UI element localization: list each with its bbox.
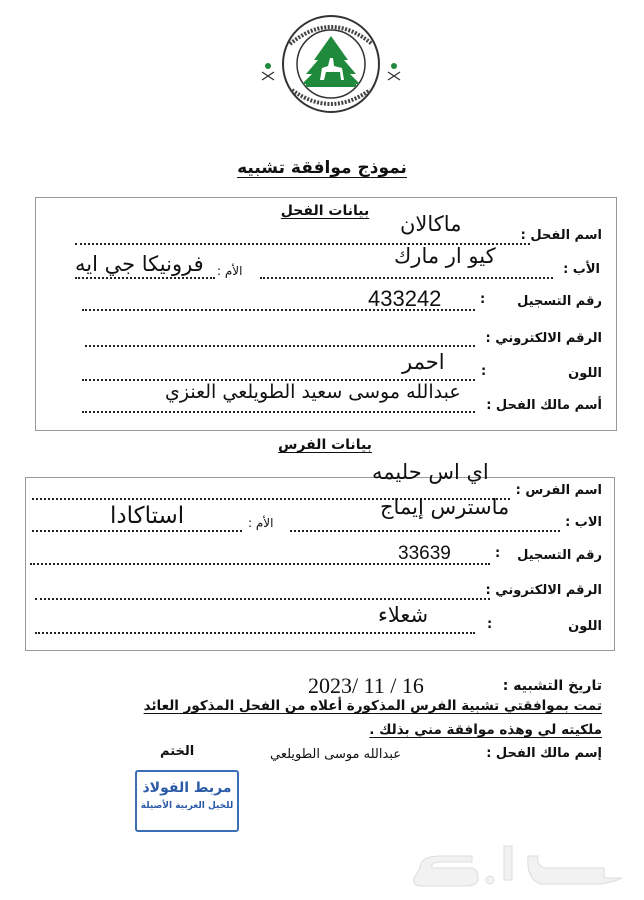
mare-color-label: اللون [568, 619, 602, 634]
stallion-dam-label: الأم : [217, 264, 243, 278]
haraj-watermark-logo [400, 838, 630, 894]
stallion-color-colon: : [481, 364, 487, 379]
stallion-section-title: بيانات الفحل [280, 203, 370, 219]
mare-section-title: بيانات الفرس [278, 437, 372, 453]
form-title: نموذج موافقة تشبيه [237, 158, 407, 178]
stallion-dam-field[interactable] [75, 277, 215, 279]
seal-logo [256, 14, 406, 118]
stallion-chip-label: الرقم الالكتروني : [485, 331, 602, 346]
stallion-owner-field[interactable] [82, 411, 475, 413]
stallion-dam-value: فرونيكا جي ايه [75, 252, 204, 276]
swords-palm-emblem-left-icon [262, 63, 274, 80]
swords-palm-emblem-right-icon [388, 63, 400, 80]
stallion-owner-value: عبدالله موسى سعيد الطويلعي العنزي [165, 381, 461, 403]
stallion-reg-value: 433242 [368, 286, 442, 311]
stallion-sire-value: كيو ار مارك [394, 244, 496, 268]
footer-owner-label: إسم مالك الفحل : [486, 746, 602, 761]
stallion-name-value: ماكالان [400, 212, 462, 236]
mating-date-label: تاريخ التشبيه : [502, 678, 602, 694]
mare-color-value: شعلاء [378, 603, 429, 627]
mating-date-value: 2023/ 11 / 16 [308, 673, 424, 698]
mare-dam-field[interactable] [32, 530, 242, 532]
stallion-sire-field[interactable] [260, 277, 553, 279]
stamp-line1: مربط الفولاذ [142, 780, 232, 796]
stallion-chip-field[interactable] [85, 345, 475, 347]
stable-stamp [135, 770, 239, 832]
mare-chip-label: الرقم الالكتروني : [485, 583, 602, 598]
mare-reg-value: 33639 [398, 543, 451, 564]
mare-sire-value: ماسترس إيماج [380, 495, 510, 519]
mare-chip-field[interactable] [35, 598, 490, 600]
mare-sire-field[interactable] [290, 530, 560, 532]
stallion-owner-label: أسم مالك الفحل : [486, 398, 602, 413]
approval-statement-line2: ملكيته لي وهذه موافقة مني بذلك . [369, 722, 602, 738]
mare-reg-label: رقم التسجيل [517, 548, 602, 563]
mare-reg-colon: : [495, 546, 501, 561]
mare-color-colon: : [487, 617, 493, 632]
stamp-line2: للخيل العربية الأصيلة [140, 801, 234, 811]
stallion-color-value: احمر [402, 350, 445, 374]
mare-color-field[interactable] [35, 632, 475, 634]
stamp-label: الختم [160, 744, 195, 759]
mare-dam-value: استاكادا [110, 503, 185, 529]
stallion-sire-label: الأب : [563, 262, 600, 277]
stallion-color-label: اللون [568, 366, 602, 381]
mare-dam-label: الأم : [248, 516, 274, 530]
stallion-reg-colon: : [480, 292, 486, 307]
approval-statement-line1: تمت بموافقتي تشبية الفرس المذكورة أعلاه من الفحل المذكور العائد [143, 698, 602, 714]
mare-name-value: اي اس حليمه [372, 460, 489, 484]
mare-name-label: اسم الفرس : [515, 483, 602, 498]
stallion-reg-label: رقم التسجيل [517, 294, 602, 309]
mare-sire-label: الاب : [565, 515, 602, 530]
footer-owner-value: عبدالله موسى الطويلعي [270, 747, 402, 762]
stallion-name-label: اسم الفحل : [520, 228, 602, 243]
